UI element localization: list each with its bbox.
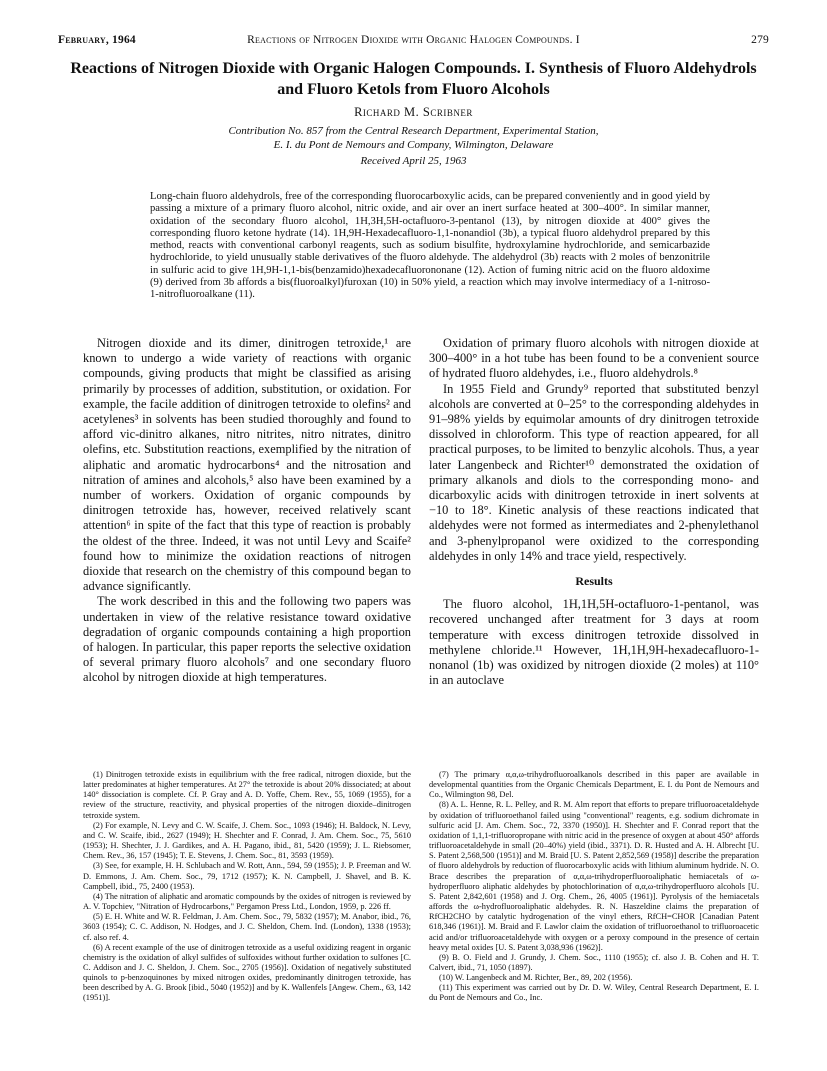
footnote: (2) For example, N. Levy and C. W. Scaife, J. Chem. Soc., 1093 (1946); H. Baldock, N. Levy, and C. W. Scaife, ibid., 2627 (1949); H. Shechter and F. Conrad, J. Am. Chem. Soc., 75, 5610 (1953); H. Shechter, J. J. Gardikes, and A. H. Pagano, ibid., 81, 5420 (1959); J. L. Riebsomer, Chem. Rev., 36, 157 (1945); T. E. Stevens, J. Chem. Soc., 81, 3593 (1959). [83, 820, 411, 861]
body-paragraph: The fluoro alcohol, 1H,1H,5H-octafluoro-1-pentanol, was recovered unchanged after treatment for 3 days at room temperature with excess dinitrogen tetroxide dissolved in methylene chloride.¹¹ However, 1H,1H,9H-hexadecafluoro-1-nonanol (1b) was oxidized by nitrogen dioxide (2 moles) at 110° in an autoclave [429, 597, 759, 688]
header-date: February, 1964 [58, 34, 136, 46]
body-paragraph: Oxidation of primary fluoro alcohols with nitrogen dioxide at 300–400° in a hot tube has been found to be a convenient source of hydrated fluoro aldehydes, i.e., fluoro aldehydrols.⁸ [429, 336, 759, 381]
article-affiliation [90, 125, 737, 152]
footnote: (1) Dinitrogen tetroxide exists in equilibrium with the free radical, nitrogen dioxide, but the latter predominates at higher temperatures. At 27° the tetroxide is about 20% dissociated; at about 140° dissociation is complete. Cf. P. Gray and A. D. Yoffe, Chem. Rev., 55, 1069 (1955), for a review of the structure, reactivity, and physical properties of the nitrogen dioxide–dinitrogen tetroxide system. [83, 770, 411, 820]
body-paragraph: In 1955 Field and Grundy⁹ reported that substituted benzyl alcohols are converted at 0–25° to the corresponding aldehydes in 91–98% yields by equimolar amounts of dry dinitrogen tetroxide dissolved in chloroform. This type of reaction appeared, for all practical purposes, to be limited to benzylic alcohols. Thus, a year later Langenbeck and Richter¹⁰ demonstrated the oxidation of primary alkanols and diols to the corresponding mono- and dicarboxylic acids with dinitrogen tetroxide in inert solvents at −10 to 18°. Kinetic analysis of these reactions indicated that aldehydes were not formed as intermediates and 2-phenylethanol and 3-phenylpropanol were oxidized to the corresponding aldehydes in only 14% and trace yield, respectively. [429, 381, 759, 563]
article-title: Reactions of Nitrogen Dioxide with Organic Halogen Compounds. I. Synthesis of Fluoro Aldehydrols and Fluoro Ketols from Fluoro Alcohols [70, 60, 757, 98]
body-paragraph: The work described in this and the following two papers was undertaken in view of the relative resistance toward oxidative degradation of organic compounds containing a high proportion of halogen. In particular, this paper reports the selective oxidation of several primary fluoro alcohols⁷ and one secondary fluoro alcohol by nitrogen dioxide at high temperatures. [83, 594, 411, 685]
footnote: (7) The primary α,α,ω-trihydrofluoroalkanols described in this paper are available in developmental quantities from the Organic Chemicals Department, E. I. du Pont de Nemours and Co., Wilmington 98, Del. [429, 770, 759, 800]
footnote: (9) B. O. Field and J. Grundy, J. Chem. Soc., 1110 (1955); cf. also J. B. Cohen and H. T. Calvert, ibid., 71, 1050 (1897). [429, 952, 759, 972]
header-running-title: Reactions of Nitrogen Dioxide with Organic Halogen Compounds. I [247, 34, 580, 46]
affiliation-line-2: E. I. du Pont de Nemours and Company, Wilmington, Delaware [273, 138, 554, 151]
footnote: (4) The nitration of aliphatic and aromatic compounds by the oxides of nitrogen is reviewed by A. V. Topchiev, "Nitration of Hydrocarbons," Pergamon Press Ltd., London, 1959, p. 226 ff. [83, 891, 411, 912]
footnote: (6) A recent example of the use of dinitrogen tetroxide as a useful oxidizing reagent in organic chemistry is the oxidation of alkyl sulfides of sulfoxides without further oxidation to sulfones [C. C. Addison and J. C. Sheldon, J. Chem. Soc., 2705 (1956)]. Oxidation of negatively substituted quinols to p-benzoquinones by mixed nitrogen oxides, predominantly dinitrogen tetroxide, has been described by A. G. Brook [ibid., 5040 (1952)] and by K. Wallenfels [Angew. Chem., 63, 142 (1951)]. [83, 942, 411, 1003]
body-paragraph: Nitrogen dioxide and its dimer, dinitrogen tetroxide,¹ are known to undergo a wide variety of reactions with organic compounds, giving products that might be classified as arising primarily by processes of addition, substitution, or oxidation. For example, the facile addition of dinitrogen tetroxide to olefins² and acetylenes³ in solvents has been studied thoroughly and found to afford vic-dinitro alkanes, nitro nitrites, nitro nitrates, dinitro olefins, etc. Substitution reactions, exemplified by the nitration of aliphatic and aromatic hydrocarbons⁴ and the nitrosation and nitration of amines and alcohols,⁵ also have been examined by a number of workers. Oxidation of organic compounds by dinitrogen tetroxide has, however, received relatively scant attention⁶ in spite of the fact that this type of reaction is probably the oldest of the three. Indeed, it was not until Levy and Scaife² found how to minimize the oxidation reactions of nitrogen dioxide that research on the chemistry of this compound began to advance significantly. [83, 336, 411, 594]
footnote: (5) E. H. White and W. R. Feldman, J. Am. Chem. Soc., 79, 5832 (1957); M. Anabor, ibid., 76, 3603 (1954); C. C. Addison, N. Hodges, and J. C. Sheldon, Chem. Ind. (London), 1338 (1953); cf. also ref. 4. [83, 912, 411, 942]
abstract: Long-chain fluoro aldehydrols, free of the corresponding fluorocarboxylic acids, can be prepared conveniently and in good yield by passing a mixture of a primary fluoro alcohol, nitric oxide, and air over an inert surface heated at 300–400°. In similar manner, oxidation of the secondary fluoro alcohol, 1H,3H,5H-octafluoro-3-pentanol (13), by nitrogen dioxide at 400° gives the corresponding fluoro ketone hydrate (14). 1H,9H-Hexadecafluoro-1,1-nonandiol (3b), a typical fluoro aldehydrol prepared by this method, reacts with conventional carbonyl reagents, such as sodium bisulfite, hydroxylamine hydrochloride, and semicarbazide hydrochloride, to yield unusually stable derivatives of the fluoro aldehyde. The aldehydrol (3b) reacts with 2 moles of benzonitrile in sulfuric acid to give 1H,9H-1,1-bis(benzamido)hexadecafluorononane (12). Action of fuming nitric acid on the fluoro aldoxime (9) derived from 3b affords a bis(fluoroalkyl)furoxan (10) in 50% yield, a reaction which may involve intermediacy of a 1-nitroso-1-nitrofluoroalkane (11). [150, 191, 710, 301]
header-page-number: 279 [751, 34, 769, 46]
footnote: (8) A. L. Henne, R. L. Pelley, and R. M. Alm report that efforts to prepare trifluoroacetaldehyde by oxidation of trifluoroethanol failed using "conventional" reagents, e.g. sodium dichromate in sulfuric acid [J. Am. Chem. Soc., 72, 3370 (1950)]. H. Shechter and F. Conrad report that the oxidation of 1,1,1-trifluoropropane with nitric acid in the presence of oxygen at about 450° affords trifluoroacetaldehyde in small (20–40%) yield (ibid., 3371). D. R. Husted and A. H. Albrecht [U. S. Patent 2,568,500 (1951)] and M. Braid [U. S. Patent 2,852,569 (1958)] describe the preparation of fluoro aldehydrols by reduction of fluorocarboxylic acids with lithium aluminum hydride. N. O. Brace describes the preparation of α,α,ω-trihydroperfluoroaliphatic hemiacetals of ω-hydroperfluoro aliphatic aldehydes by photochlorination of α,α,ω-trihydroperfluoro alcohols [U. S. Patent 2,842,601 (1958) and J. Org. Chem., 26, 4005 (1961)]. Pyrolysis of the hemiacetals affords the ω-hydrofluoroaliphatic aldehydes. R. N. Haszeldine claims the preparation of RfCH2CHO by catalytic hydrogenation of the vinyl ethers, RfCH=CHOR [Canadian Patent 618,346 (1961)]. M. Braid and F. Lawlor claim the oxidation of trifluoroethanol to trifluoroacetic acid and/or trifluoroacetaldehyde with oxygen or a peroxy compound in the presence of certain heavy metal oxides [U. S. Patent 3,038,936 (1962)]. [429, 800, 759, 952]
running-header [38, 34, 789, 52]
article-author: Richard M. Scribner [354, 105, 473, 119]
body-right-column [429, 336, 759, 688]
affiliation-line-1: Contribution No. 857 from the Central Research Department, Experimental Station, [228, 125, 599, 137]
footnotes-left [83, 770, 411, 1004]
footnote: (11) This experiment was carried out by Dr. D. W. Wiley, Central Research Department, E. I. du Pont de Nemours and Co., Inc. [429, 983, 759, 1003]
received-date: Received April 25, 1963 [360, 155, 467, 167]
footnote: (3) See, for example, H. H. Schlubach and W. Rott, Ann., 594, 59 (1955); J. P. Freeman and W. D. Emmons, J. Am. Chem. Soc., 79, 1712 (1957); K. N. Campbell, J. Shavel, and B. K. Campbell, ibid., 75, 2400 (1953). [83, 861, 411, 891]
footnotes-right [429, 770, 759, 1004]
section-heading-results: Results [575, 574, 613, 589]
body-left-column [83, 336, 411, 686]
footnote: (10) W. Langenbeck and M. Richter, Ber., 89, 202 (1956). [439, 973, 633, 983]
